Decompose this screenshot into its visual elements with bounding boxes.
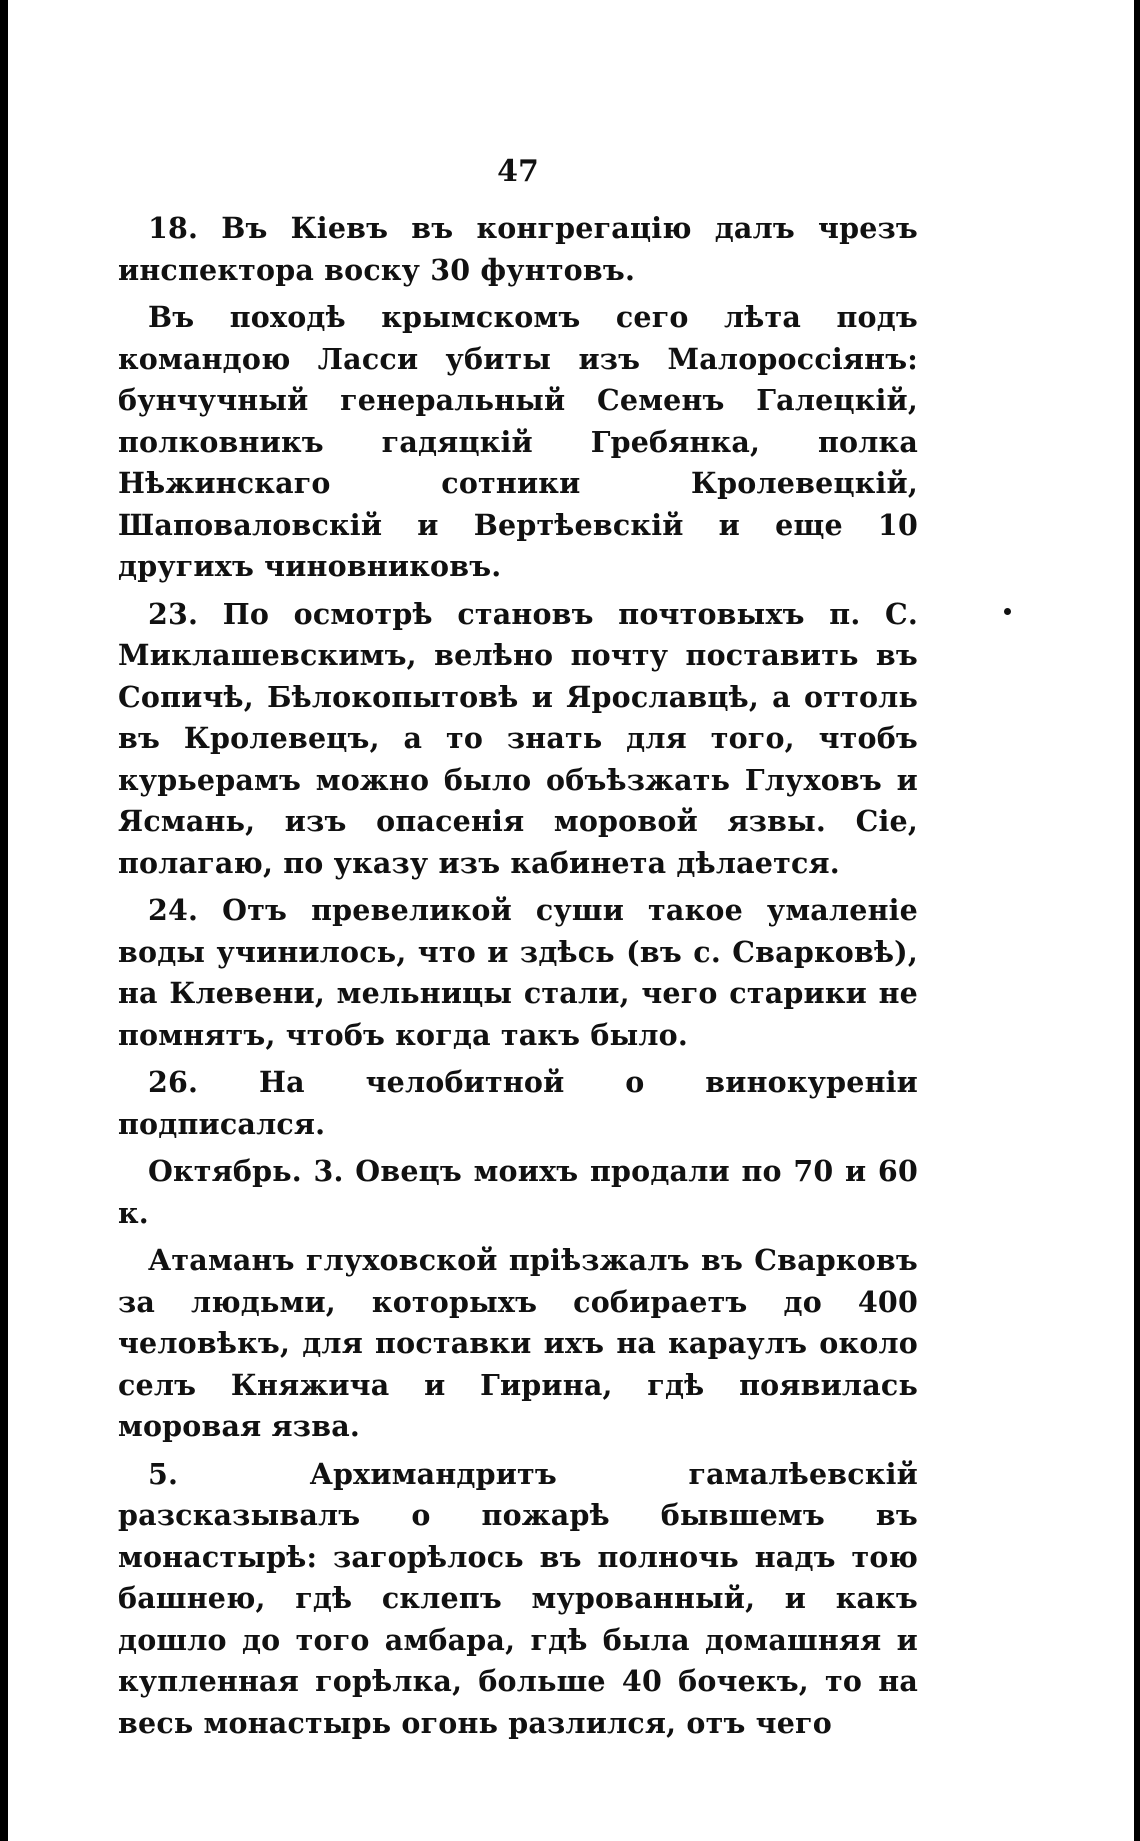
scan-edge-left bbox=[0, 0, 8, 1841]
book-page bbox=[118, 142, 918, 1750]
paragraph-ataman: Атаманъ глуховской пріѣзжалъ въ Сварковъ за людьми, которыхъ собираетъ до 400 человѣкъ, для поставки ихъ на караулъ около селъ Княжича и Гирина, гдѣ появилась моровая язва. bbox=[118, 1243, 918, 1443]
paragraph-october-3: Октябрь. 3. Овецъ моихъ продали по 70 и 60 к. bbox=[118, 1154, 918, 1230]
paragraph-23: 23. По осмотрѣ становъ почтовыхъ п. С. Миклашевскимъ, велѣно почту поставить въ Сопичѣ, Бѣлокопытовѣ и Ярославцѣ, а оттоль въ Кролевецъ, а то знать для того, чтобъ курьерамъ можно было объѣзжать Глуховъ и Ясмань, изъ опасенія моровой язвы. Сіе, полагаю, по указу изъ кабинета дѣлается. bbox=[118, 596, 918, 880]
paragraph-crimean-campaign: Въ походѣ крымскомъ сего лѣта подъ командою Ласси убиты изъ Малороссіянъ: бунчучный генеральный Семенъ Галецкій, полковникъ гадяцкій Гребянка, полка Нѣжинскаго сотники Кролевецкій, Шаповаловскій и Вертѣевскій и еще 10 другихъ чиновниковъ. bbox=[118, 300, 918, 583]
page-body bbox=[118, 208, 918, 1744]
paragraph-18: 18. Въ Кіевъ въ конгрегацію далъ чрезъ инспектора воску 30 фунтовъ. bbox=[118, 211, 918, 287]
scan-edge-right bbox=[1134, 0, 1140, 1841]
paragraph-24: 24. Отъ превеликой суши такое умаленіе воды учинилось, что и здѣсь (въ с. Сварковѣ), на Клевени, мельницы стали, чего старики не помнятъ, чтобъ когда такъ было. bbox=[118, 893, 918, 1052]
scan-speck bbox=[1004, 608, 1011, 615]
page-number: 47 bbox=[497, 154, 539, 189]
paragraph-5: 5. Архимандритъ гамалѣевскій разсказывалъ о пожарѣ бывшемъ въ монастырѣ: загорѣлось въ полночь надъ тою башнею, гдѣ склепъ мурованный, и какъ дошло до того амбара, гдѣ была домашняя и купленная горѣлка, больше 40 бочекъ, то на весь монастырь огонь разлился, отъ чего bbox=[118, 1456, 918, 1740]
paragraph-26: 26. На челобитной о винокуреніи подписался. bbox=[118, 1065, 918, 1141]
